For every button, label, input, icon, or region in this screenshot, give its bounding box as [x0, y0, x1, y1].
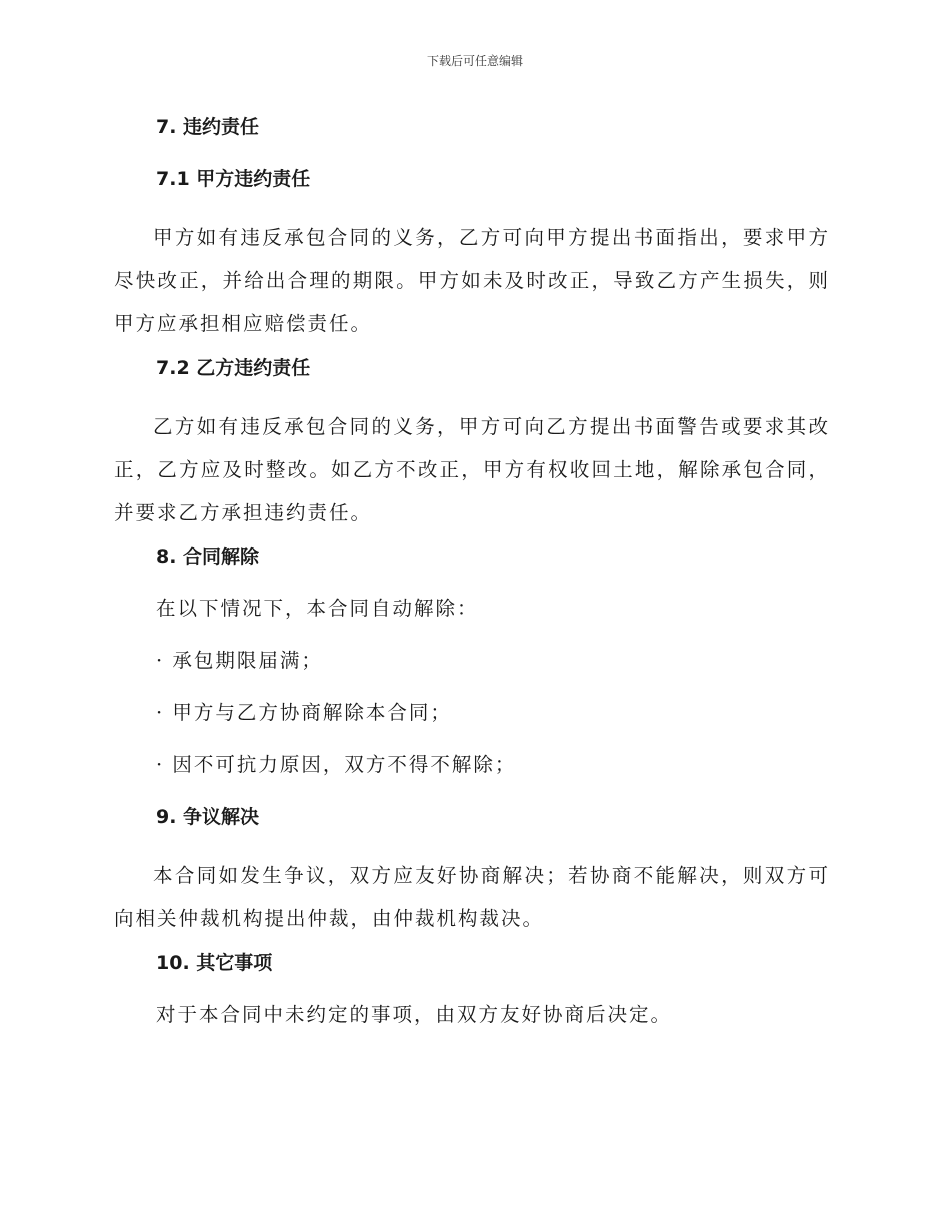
section-7-2-text: 乙方如有违反承包合同的义务，甲方可向乙方提出书面警告或要求其改正，乙方应及时整改。如乙方不改正，甲方有权收回土地，解除承包合同，并要求乙方承担违约责任。 [114, 415, 830, 524]
section-7-1-text: 甲方如有违反承包合同的义务，乙方可向甲方提出书面指出，要求甲方尽快改正，并给出合理的期限。甲方如未及时改正，导致乙方产生损失，则甲方应承担相应赔偿责任。 [114, 226, 830, 335]
list-item: · 因不可抗力原因，双方不得不解除； [156, 753, 517, 776]
section-8-title: 8. 合同解除 [156, 546, 260, 568]
list-item: · 甲方与乙方协商解除本合同； [156, 701, 452, 724]
section-9-title: 9. 争议解决 [156, 806, 260, 828]
section-7-title: 7. 违约责任 [156, 116, 260, 138]
section-9-text: 本合同如发生争议，双方应友好协商解决；若协商不能解决，则双方可向相关仲裁机构提出仲裁，由仲裁机构裁决。 [114, 864, 830, 930]
section-10-text: 对于本合同中未约定的事项，由双方友好协商后决定。 [156, 1003, 673, 1026]
header-note: 下载后可任意编辑 [426, 54, 523, 68]
document-body [114, 112, 830, 1052]
section-7-1-title: 7.1 甲方违约责任 [156, 168, 311, 190]
list-item: · 承包期限届满； [156, 649, 323, 672]
section-7-2-title: 7.2 乙方违约责任 [156, 357, 311, 379]
section-8-intro: 在以下情况下，本合同自动解除： [156, 597, 479, 620]
section-10-title: 10. 其它事项 [156, 952, 273, 974]
